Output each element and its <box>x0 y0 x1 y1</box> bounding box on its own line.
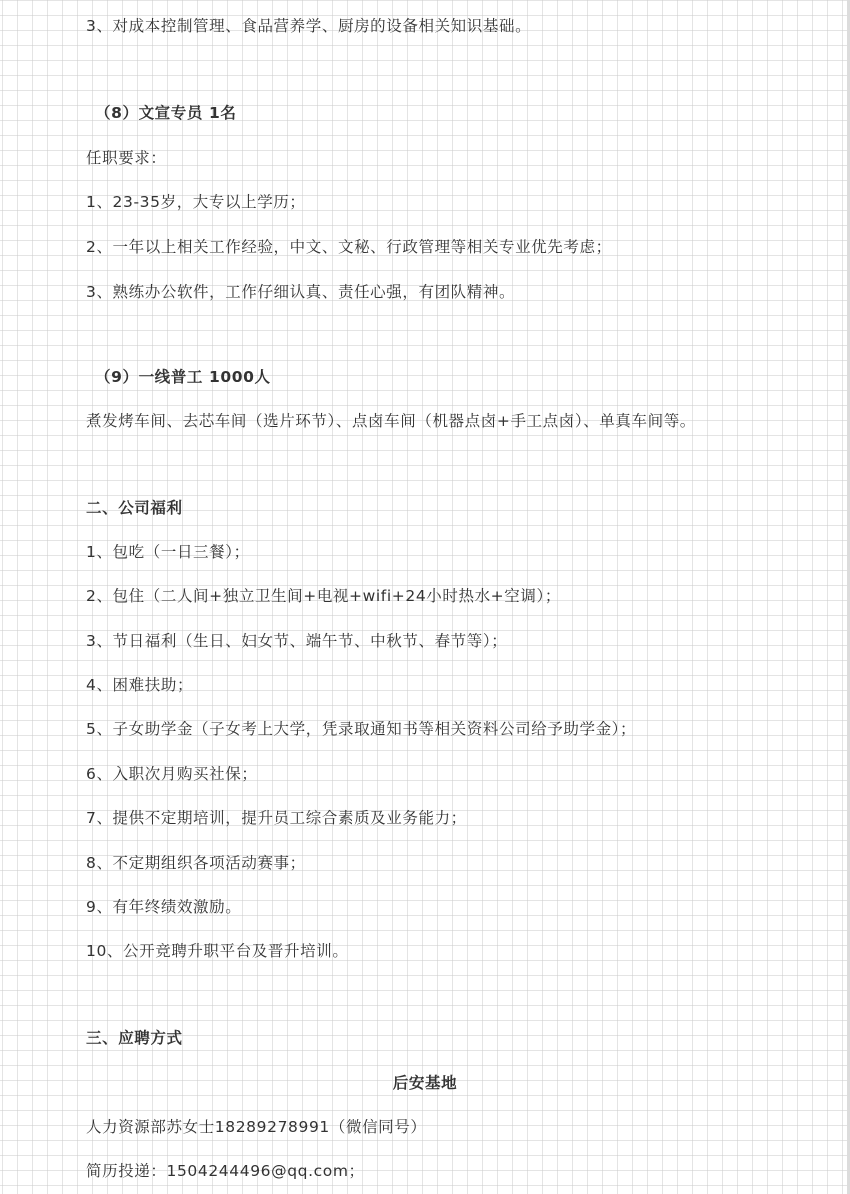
position-heading: （8）文宣专员 1名 <box>95 104 237 122</box>
requirement-item: 1、23-35岁，大专以上学历； <box>86 193 306 211</box>
position-description: 煮发烤车间、去芯车间（选片环节）、点卤车间（机器点卤+手工点卤）、单真车间等。 <box>86 412 696 430</box>
benefit-item: 4、困难扶助； <box>86 676 194 694</box>
requirement-item: 2、一年以上相关工作经验，中文、文秘、行政管理等相关专业优先考虑； <box>86 238 612 256</box>
requirements-label: 任职要求： <box>86 149 167 167</box>
benefit-item: 8、不定期组织各项活动赛事； <box>86 854 306 872</box>
benefit-item: 6、入职次月购买社保； <box>86 765 258 783</box>
benefit-item: 5、子女助学金（子女考上大学，凭录取通知书等相关资料公司给予助学金）； <box>86 720 637 738</box>
section-heading: 三、应聘方式 <box>86 1029 183 1047</box>
benefit-item: 10、公开竞聘升职平台及晋升培训。 <box>86 942 349 960</box>
benefit-item: 1、包吃（一日三餐）； <box>86 543 250 561</box>
contact-info: 人力资源部苏女士18289278991（微信同号） <box>86 1118 427 1136</box>
requirement-item: 3、对成本控制管理、食品营养学、厨房的设备相关知识基础。 <box>86 17 532 35</box>
resume-email: 简历投递：1504244496@qq.com； <box>86 1162 365 1180</box>
base-name: 后安基地 <box>392 1074 458 1092</box>
benefit-item: 2、包住（二人间+独立卫生间+电视+wifi+24小时热水+空调）； <box>86 587 561 605</box>
requirement-item: 3、熟练办公软件，工作仔细认真、责任心强，有团队精神。 <box>86 283 516 301</box>
benefit-item: 7、提供不定期培训，提升员工综合素质及业务能力； <box>86 809 467 827</box>
benefit-item: 9、有年终绩效激励。 <box>86 898 242 916</box>
section-heading: 二、公司福利 <box>86 499 183 517</box>
benefit-item: 3、节日福利（生日、妇女节、端午节、中秋节、春节等）； <box>86 632 508 650</box>
position-heading: （9）一线普工 1000人 <box>95 368 271 386</box>
